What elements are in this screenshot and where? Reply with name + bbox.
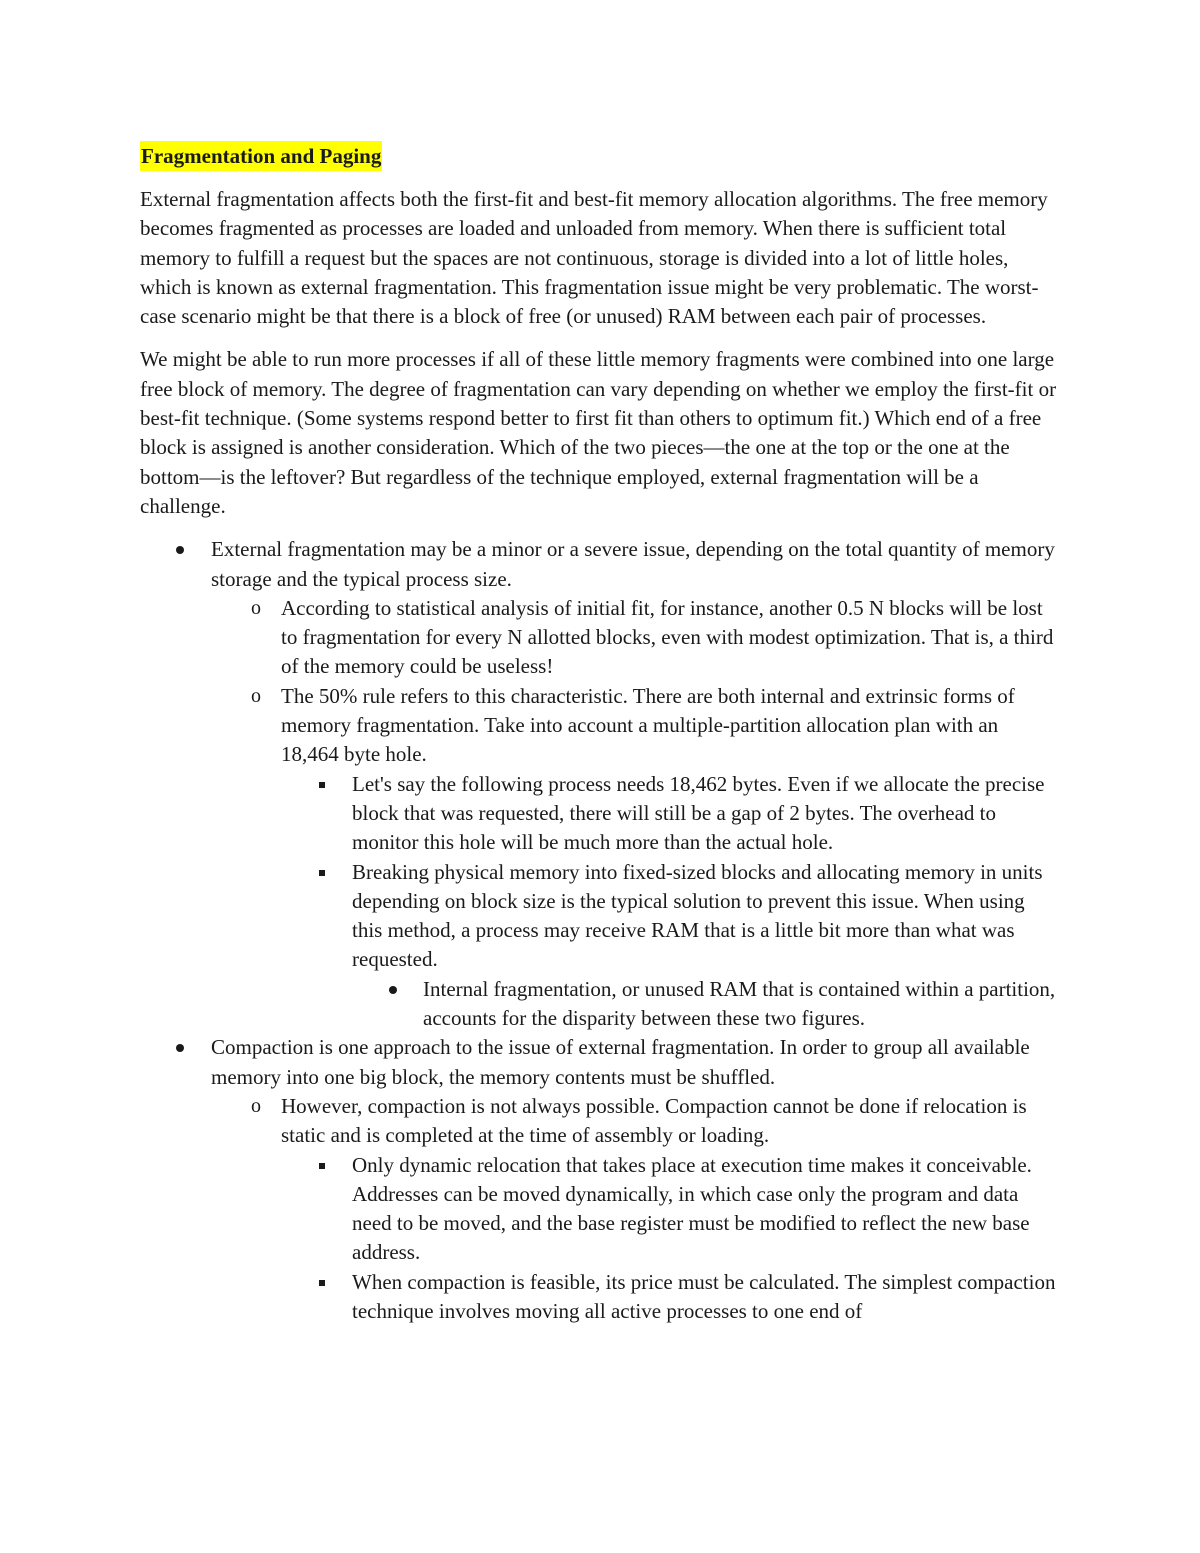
list-item-text: Breaking physical memory into fixed-sized blocks and allocating memory in units depending on block size is the typical solution to prevent this issue. When using this method, a process may receive RAM that is a little bit more than what was requested. [352, 859, 1043, 972]
list-item-text: However, compaction is not always possible. Compaction cannot be done if relocation is static and is completed at the time of assembly or loading. [281, 1093, 1027, 1148]
document-body [140, 141, 1060, 1326]
list-item-text: Compaction is one approach to the issue of external fragmentation. In order to group all available memory into one big block, the memory contents must be shuffled. [211, 1035, 1030, 1089]
list-item [140, 858, 1060, 975]
list-item [140, 594, 1060, 682]
list-item [140, 535, 1060, 594]
bullet-circle-icon: o [251, 596, 261, 619]
list-item-text: Only dynamic relocation that takes place at execution time makes it conceivable. Addresses can be moved dynamically, in which case only the program and data need to be moved, and the base register must be modified to reflect the new base address. [352, 1152, 1032, 1265]
list-item [140, 770, 1060, 858]
list-item-text: External fragmentation may be a minor or a severe issue, depending on the total quantity of memory storage and the typical process size. [211, 537, 1055, 591]
bullet-circle-icon: o [251, 1094, 261, 1117]
list-item-text: Let's say the following process needs 18,462 bytes. Even if we allocate the precise block that was requested, there will still be a gap of 2 bytes. The overhead to monitor this hole will be much more than the actual hole. [352, 771, 1045, 855]
paragraph-external-fragmentation: External fragmentation affects both the first-fit and best-fit memory allocation algorithms. The free memory becomes fragmented as processes are loaded and unloaded from memory. When there is sufficient total memory to fulfill a request but the spaces are not continuous, storage is divided into a lot of little holes, which is known as external fragmentation. This fragmentation issue might be very problematic. The worst-case scenario might be that there is a block of free (or unused) RAM between each pair of processes. [140, 187, 1048, 329]
list-item-text: When compaction is feasible, its price must be calculated. The simplest compaction technique involves moving all active processes to one end of [352, 1269, 1056, 1323]
bullet-list [140, 535, 1060, 1326]
list-item [140, 975, 1060, 1034]
bullet-circle-icon: o [251, 684, 261, 707]
paragraph-combining-fragments: We might be able to run more processes if all of these little memory fragments were combined into one large free block of memory. The degree of fragmentation can vary depending on whether we employ the first-fit or best-fit technique. (Some systems respond better to first fit than others to optimum fit.) Which end of a free block is assigned is another consideration. Which of the two pieces—the one at the top or the one at the bottom—is the leftover? But regardless of the technique employed, external fragmentation will be a challenge. [140, 347, 1057, 518]
list-item-text: The 50% rule refers to this characteristic. There are both internal and extrinsic forms of memory fragmentation. Take into account a multiple-partition allocation plan with an 18,464 byte hole. [281, 683, 1015, 767]
list-item [140, 1151, 1060, 1268]
list-item [140, 682, 1060, 770]
list-item [140, 1033, 1060, 1092]
list-item [140, 1268, 1060, 1327]
document-title: Fragmentation and Paging [140, 141, 382, 171]
list-item [140, 1092, 1060, 1151]
list-item-text: According to statistical analysis of initial fit, for instance, another 0.5 N blocks will be lost to fragmentation for every N allotted blocks, even with modest optimization. That is, a third of the memory could be useless! [281, 595, 1054, 679]
list-item-text: Internal fragmentation, or unused RAM that is contained within a partition, accounts for the disparity between these two figures. [423, 976, 1056, 1031]
